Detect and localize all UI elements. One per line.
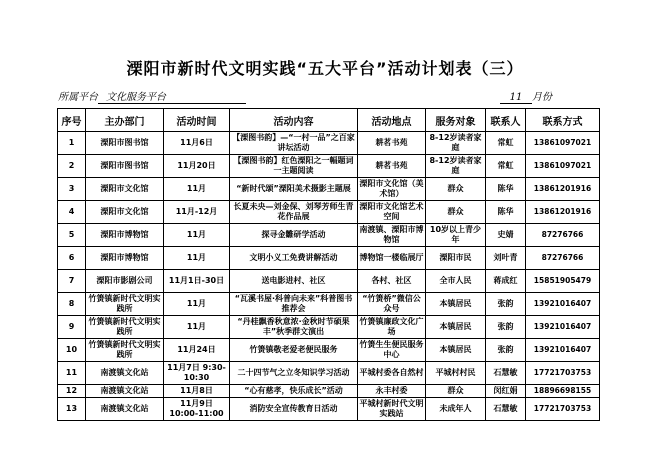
cell-time: 11月 [164,316,230,339]
platform-line [58,88,246,104]
cell-contact: 张韵 [486,316,526,339]
cell-audience: 全市人民 [426,270,486,293]
cell-place: 溧阳市文化馆（美术馆） [358,178,426,201]
cell-no: 11 [58,362,86,385]
cell-contact: 陈华 [486,201,526,224]
cell-content: 探寻金雛研学活动 [230,224,358,247]
table-row [58,201,600,224]
cell-time: 11月 [164,224,230,247]
cell-place: 平城村新时代文明实践站 [358,398,426,421]
cell-phone: 13861097021 [526,155,600,178]
cell-audience: 群众 [426,178,486,201]
cell-dept: 溧阳市博物馆 [86,224,164,247]
cell-content: 送电影进村、社区 [230,270,358,293]
cell-no: 5 [58,224,86,247]
cell-dept: 南渡镇文化站 [86,398,164,421]
cell-no: 8 [58,293,86,316]
cell-contact: 常虹 [486,155,526,178]
cell-content: 二十四节气之立冬知识学习活动 [230,362,358,385]
table-row [58,247,600,270]
cell-dept: 溧阳市影剧公司 [86,270,164,293]
cell-phone: 13861201916 [526,178,600,201]
table-row [58,362,600,385]
table-row [58,270,600,293]
cell-audience: 本镇居民 [426,316,486,339]
table-header-row [58,109,600,132]
cell-audience: 8-12岁读者家庭 [426,155,486,178]
activity-plan-table [57,108,600,421]
cell-phone: 13861097021 [526,132,600,155]
table-row [58,398,600,421]
cell-contact: 张韵 [486,293,526,316]
cell-audience: 溧阳市民 [426,247,486,270]
cell-phone: 13921016407 [526,293,600,316]
month-line [500,88,552,104]
cell-no: 7 [58,270,86,293]
cell-phone: 15851905479 [526,270,600,293]
cell-no: 1 [58,132,86,155]
cell-time: 11月-12月 [164,201,230,224]
header-cell: 联系人 [486,109,526,132]
platform-label: 所属平台 [58,92,98,103]
table-row [58,224,600,247]
cell-no: 10 [58,339,86,362]
cell-dept: 溧阳市文化馆 [86,178,164,201]
cell-place: 溧阳市文化馆艺术空间 [358,201,426,224]
cell-place: 永丰村委 [358,385,426,398]
cell-time: 11月 [164,247,230,270]
cell-dept: 南渡镇文化站 [86,385,164,398]
cell-place: 耕茗书苑 [358,132,426,155]
header-cell: 主办部门 [86,109,164,132]
cell-time: 11月 [164,293,230,316]
cell-phone: 13921016407 [526,316,600,339]
cell-content: 竹箦镇敬老爱老便民服务 [230,339,358,362]
cell-audience: 群众 [426,201,486,224]
cell-content: “新时代颂”溧阳美术摄影主题展 [230,178,358,201]
cell-contact: 石慧敏 [486,362,526,385]
cell-place: 平城村委各自然村 [358,362,426,385]
cell-content: “瓦溪书屋·科普向未来”科普图书推荐会 [230,293,358,316]
cell-phone: 18896698155 [526,385,600,398]
platform-value: 文化服务平台 [98,88,246,104]
cell-time: 11月6日 [164,132,230,155]
table-row [58,155,600,178]
cell-contact: 闵红娟 [486,385,526,398]
table-row [58,178,600,201]
cell-time: 11月9日 10:00-11:00 [164,398,230,421]
table-row [58,385,600,398]
cell-place: 耕茗书苑 [358,155,426,178]
cell-no: 6 [58,247,86,270]
cell-content: 文明小义工免费讲解活动 [230,247,358,270]
header-cell: 活动内容 [230,109,358,132]
cell-phone: 87276766 [526,224,600,247]
cell-place: 博物馆一楼临展厅 [358,247,426,270]
table-row [58,316,600,339]
cell-content: 【溧图书韵】红色溧阳之一幅题词一主题阅读 [230,155,358,178]
cell-dept: 溧阳市图书馆 [86,132,164,155]
cell-content: 长夏未央—刘金保、刘琴芳师生青花作品展 [230,201,358,224]
cell-no: 2 [58,155,86,178]
cell-audience: 本镇居民 [426,293,486,316]
cell-audience: 平城村村民 [426,362,486,385]
cell-phone: 87276766 [526,247,600,270]
cell-place: 竹箦镇廉政文化广场 [358,316,426,339]
cell-audience: 群众 [426,385,486,398]
cell-contact: 史婧 [486,224,526,247]
cell-place: 各村、社区 [358,270,426,293]
cell-content: 【溧图书韵】—“一村一品”之百家讲坛活动 [230,132,358,155]
cell-dept: 溧阳市博物馆 [86,247,164,270]
cell-time: 11月24日 [164,339,230,362]
cell-phone: 17721703753 [526,398,600,421]
table-row [58,132,600,155]
cell-audience: 10岁以上青少年 [426,224,486,247]
cell-contact: 陈华 [486,178,526,201]
cell-content: 消防安全宣传教育日活动 [230,398,358,421]
header-cell: 联系方式 [526,109,600,132]
cell-time: 11月 [164,178,230,201]
cell-dept: 溧阳市图书馆 [86,155,164,178]
month-value: 11 [500,92,532,104]
cell-dept: 竹箦镇新时代文明实践所 [86,339,164,362]
cell-audience: 8-12岁读者家庭 [426,132,486,155]
header-cell: 活动地点 [358,109,426,132]
cell-place: 竹箦生生便民服务中心 [358,339,426,362]
month-label: 月份 [532,92,552,103]
cell-content: “心有慈孝，快乐成长”活动 [230,385,358,398]
cell-time: 11月1日-30日 [164,270,230,293]
cell-no: 13 [58,398,86,421]
cell-no: 9 [58,316,86,339]
cell-time: 11月8日 [164,385,230,398]
cell-contact: 石慧敏 [486,398,526,421]
cell-no: 12 [58,385,86,398]
cell-audience: 未成年人 [426,398,486,421]
table-row [58,339,600,362]
cell-contact: 常虹 [486,132,526,155]
cell-phone: 13921016407 [526,339,600,362]
page-title: 溧阳市新时代文明实践“五大平台”活动计划表（三） [126,59,524,78]
cell-dept: 竹箦镇新时代文明实践所 [86,316,164,339]
cell-dept: 南渡镇文化站 [86,362,164,385]
cell-dept: 竹箦镇新时代文明实践所 [86,293,164,316]
cell-time: 11月7日 9:30-10:30 [164,362,230,385]
cell-audience: 本镇居民 [426,339,486,362]
cell-place: 南渡镇、溧阳市博物馆 [358,224,426,247]
cell-time: 11月20日 [164,155,230,178]
header-cell: 服务对象 [426,109,486,132]
header-cell: 活动时间 [164,109,230,132]
cell-no: 4 [58,201,86,224]
cell-content: “丹桂飘香秋意浓·金秋时节硕果丰”秋季群文演出 [230,316,358,339]
cell-contact: 张韵 [486,339,526,362]
cell-dept: 溧阳市文化馆 [86,201,164,224]
cell-contact: 蒋成红 [486,270,526,293]
cell-place: “竹箦桥”微信公众号 [358,293,426,316]
header-cell: 序号 [58,109,86,132]
cell-phone: 13861201916 [526,201,600,224]
cell-contact: 刘叶青 [486,247,526,270]
cell-phone: 17721703753 [526,362,600,385]
cell-no: 3 [58,178,86,201]
table-row [58,293,600,316]
